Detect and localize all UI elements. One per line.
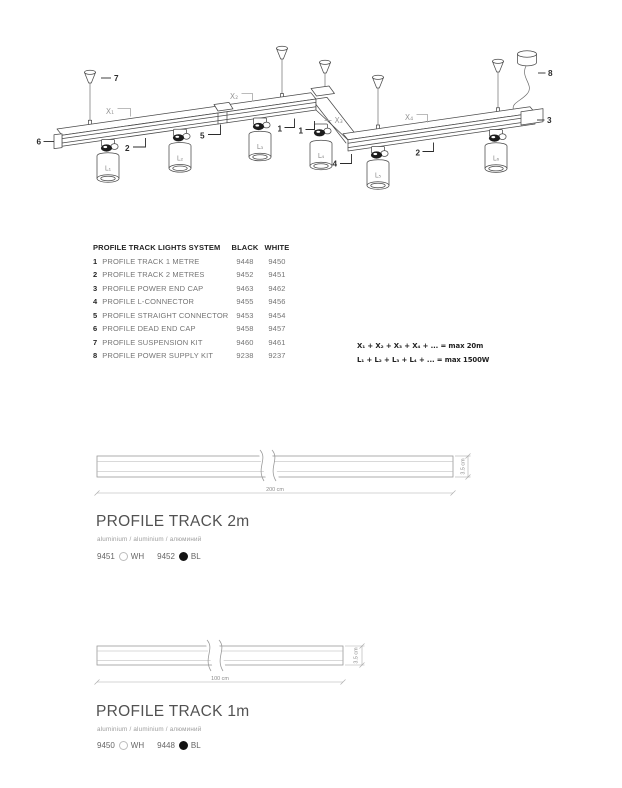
light-label: L₃	[256, 143, 264, 151]
spotlight	[97, 140, 119, 183]
max-power-formula: L₁ + L₂ + L₃ + L₄ + ... = max 1500W	[357, 356, 490, 364]
light-label: L₄	[317, 152, 325, 160]
track-segment-left	[54, 93, 316, 149]
spotlight	[367, 147, 389, 190]
segment-label-x2: X₂	[229, 92, 239, 101]
system-diagram	[0, 0, 622, 210]
finish-wh: WH	[130, 741, 145, 750]
light-label: L₁	[104, 164, 112, 173]
callout-2: 2	[415, 148, 421, 158]
callout-1: 1	[298, 126, 304, 136]
track-2m-drawing	[0, 445, 622, 513]
spotlight	[485, 130, 507, 173]
table-row: 7 PROFILE SUSPENSION KIT 9460 9461	[93, 337, 286, 347]
callout-4: 4	[332, 159, 338, 169]
power-end-cap-icon	[521, 109, 543, 125]
table-row: 6 PROFILE DEAD END CAP 9458 9457	[93, 324, 286, 333]
segment-label-x1: X₁	[105, 107, 115, 116]
code-wh: 9450	[97, 741, 115, 750]
spotlight	[169, 129, 191, 172]
segment-label-x4: X₄	[404, 113, 414, 122]
table-header	[93, 241, 305, 255]
suspension-kit-icon	[277, 46, 288, 98]
code-wh: 9451	[97, 552, 115, 561]
spotlight	[310, 124, 332, 170]
suspension-kit-icon	[85, 70, 96, 124]
table-row: 5 PROFILE STRAIGHT CONNECTOR 9453 9454	[93, 310, 286, 320]
table-row: 8 PROFILE POWER SUPPLY KIT 9238 9237	[93, 351, 286, 360]
dead-end-cap-icon	[54, 134, 62, 149]
suspension-kit-icon	[493, 59, 504, 112]
finish-bl: BL	[190, 741, 201, 750]
height-dimension: 3.5 cm	[460, 458, 467, 475]
color-codes-2m	[97, 552, 201, 561]
l-connector-icon	[311, 86, 335, 96]
code-bl: 9448	[157, 741, 175, 750]
track-segment-right	[343, 107, 543, 151]
light-label: L₆	[492, 154, 500, 163]
light-label: L₂	[176, 154, 184, 163]
callout-5: 5	[200, 131, 205, 141]
callout-6: 6	[36, 137, 42, 147]
product-table	[93, 241, 305, 363]
white-color-dot-icon	[119, 552, 128, 561]
table-row: 2 PROFILE TRACK 2 METRES 9452 9451	[93, 270, 286, 279]
column-black: BLACK	[231, 243, 259, 252]
table-row: 4 PROFILE L-CONNECTOR 9455 9456	[93, 297, 286, 306]
finish-bl: BL	[190, 552, 201, 561]
height-dimension: 3.5 cm	[353, 647, 360, 664]
materials-2m: aluminium / aluminium / алюминий	[97, 536, 202, 543]
column-white: WHITE	[264, 243, 290, 252]
length-dimension: 200 cm	[266, 487, 284, 493]
table-title: PROFILE TRACK LIGHTS SYSTEM	[93, 243, 221, 252]
code-bl: 9452	[157, 552, 175, 561]
table-row: 1 PROFILE TRACK 1 METRE 9448 9450	[93, 256, 286, 266]
finish-wh: WH	[130, 552, 145, 561]
black-color-dot-icon	[179, 552, 188, 561]
callout-1: 1	[277, 124, 283, 134]
product-title-1m: PROFILE TRACK 1m	[96, 703, 250, 720]
light-label: L₅	[374, 171, 382, 180]
black-color-dot-icon	[179, 741, 188, 750]
system-limits	[357, 339, 489, 367]
callout-8: 8	[548, 69, 553, 78]
white-color-dot-icon	[119, 741, 128, 750]
product-title-2m: PROFILE TRACK 2m	[96, 513, 250, 530]
callout-3: 3	[547, 116, 552, 125]
segment-label-x3: X₃	[334, 116, 343, 125]
materials-1m: aluminium / aluminium / алюминий	[97, 726, 202, 733]
track-1m-drawing	[0, 635, 622, 703]
spotlight	[249, 118, 271, 161]
suspension-kit-icon	[373, 75, 384, 129]
power-supply-kit-icon	[513, 51, 536, 110]
length-dimension: 100 cm	[211, 676, 229, 682]
table-row: 3 PROFILE POWER END CAP 9463 9462	[93, 283, 286, 293]
callout-7: 7	[114, 74, 119, 83]
callout-2: 2	[125, 144, 130, 153]
color-codes-1m	[97, 741, 201, 750]
max-length-formula: X₁ + X₂ + X₃ + X₄ + ... = max 20m	[357, 342, 484, 350]
